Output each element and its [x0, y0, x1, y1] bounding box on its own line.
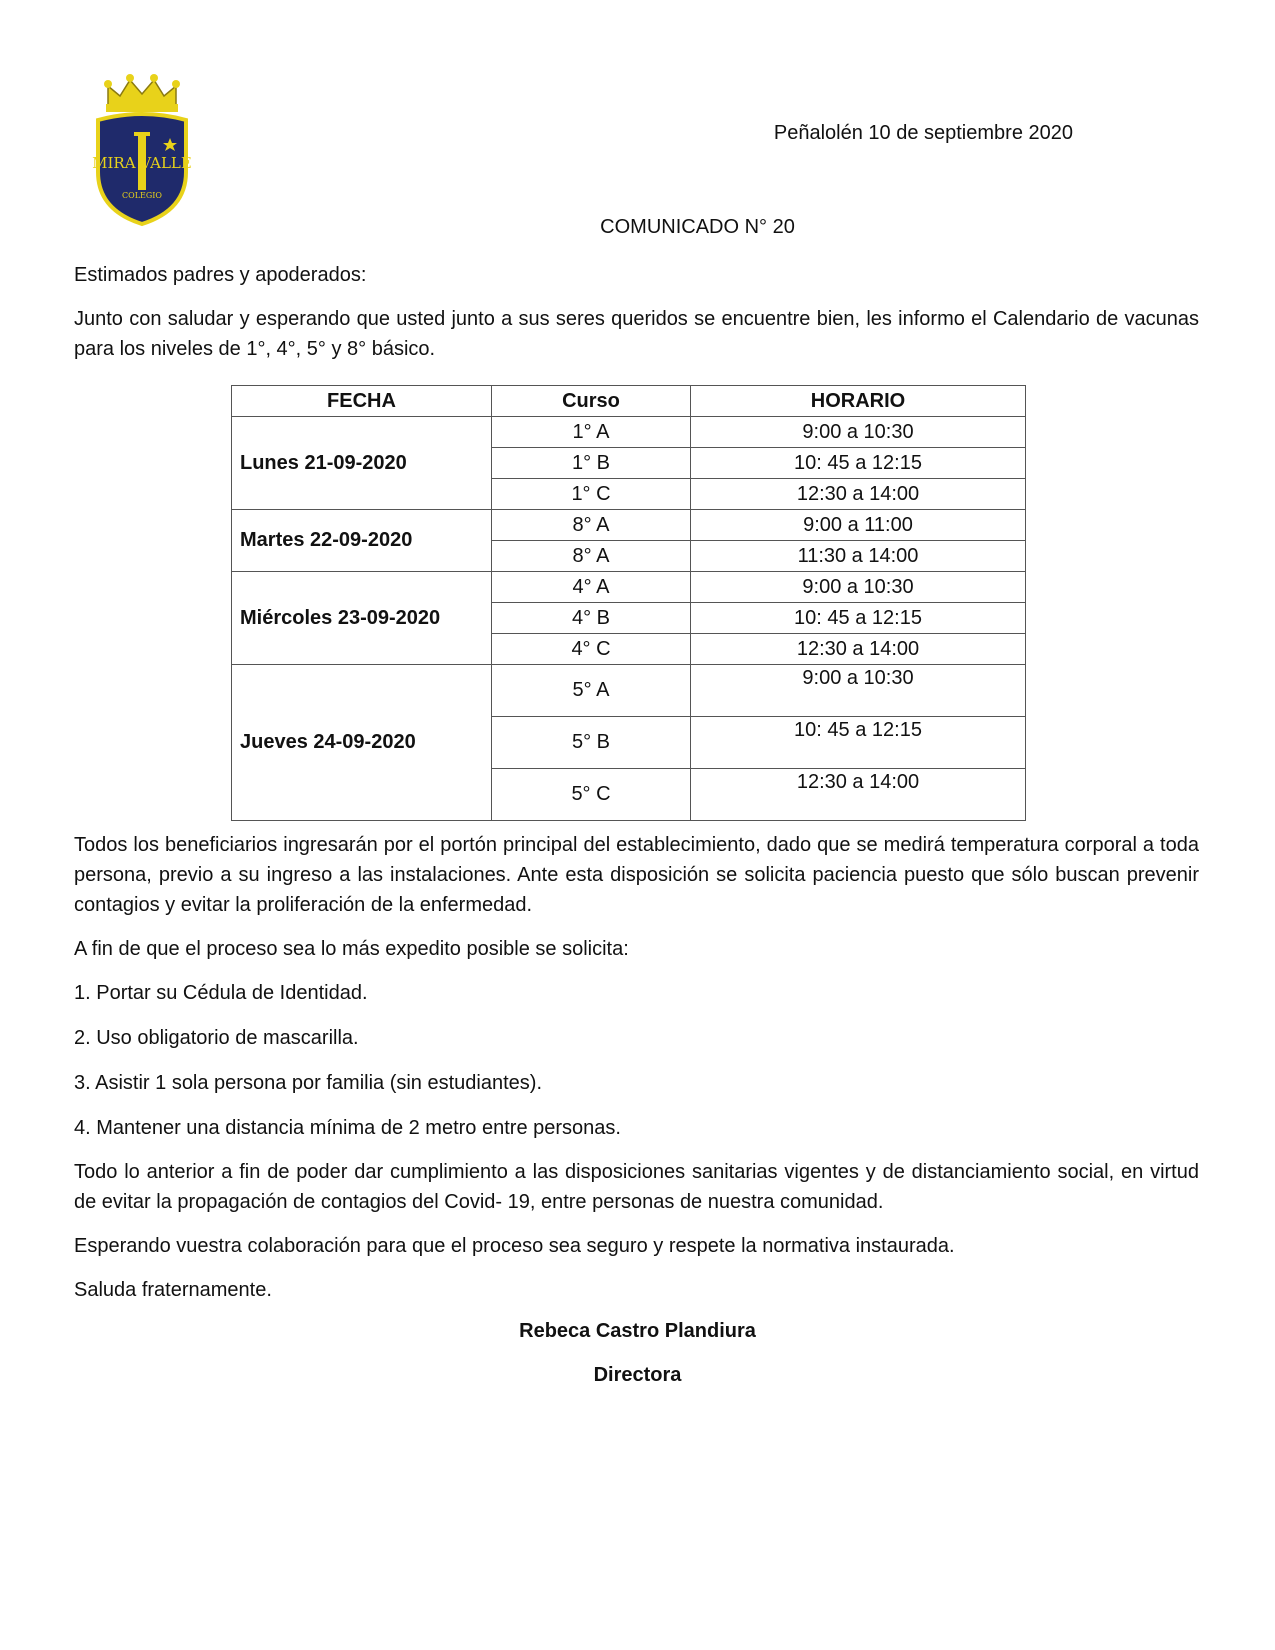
header-fecha: FECHA — [232, 386, 492, 417]
list-item: 2. Uso obligatorio de mascarilla. — [74, 1027, 359, 1049]
intro-paragraph: Junto con saludar y esperando que usted junto a sus seres queridos se encuentre bien, les informo el Calendario de vacunas para los niveles de 1°, 4°, 5° y 8° básico. — [74, 308, 1199, 360]
curso-cell: 1° C — [492, 479, 691, 510]
table-row — [232, 417, 1026, 448]
curso-cell: 1° B — [492, 448, 691, 479]
salutation: Estimados padres y apoderados: — [74, 264, 367, 286]
svg-text:MIRA VALLE: MIRA VALLE — [92, 154, 192, 172]
horario-cell: 12:30 a 14:00 — [691, 479, 1026, 510]
closing-line: Saluda fraternamente. — [74, 1279, 272, 1301]
school-crest-logo — [86, 72, 198, 232]
document-date: Peñalolén 10 de septiembre 2020 — [773, 122, 1073, 144]
horario-cell: 9:00 a 10:30 — [691, 417, 1026, 448]
curso-cell: 4° C — [492, 634, 691, 665]
horario-cell: 12:30 a 14:00 — [691, 769, 1026, 821]
horario-cell: 9:00 a 11:00 — [691, 510, 1026, 541]
curso-cell: 1° A — [492, 417, 691, 448]
list-item: 1. Portar su Cédula de Identidad. — [74, 982, 368, 1004]
signature-role: Directora — [593, 1364, 682, 1386]
table-row — [232, 510, 1026, 541]
signature-name: Rebeca Castro Plandiura — [519, 1320, 756, 1342]
horario-cell: 9:00 a 10:30 — [691, 572, 1026, 603]
list-item: 3. Asistir 1 sola persona por familia (sin estudiantes). — [74, 1072, 542, 1094]
table-row — [232, 572, 1026, 603]
crest-shield-icon — [86, 72, 198, 232]
horario-cell: 10: 45 a 12:15 — [691, 717, 1026, 769]
request-paragraph: A fin de que el proceso sea lo más expedito posible se solicita: — [74, 938, 629, 960]
date-cell: Miércoles 23-09-2020 — [232, 572, 492, 665]
vaccination-schedule-table — [231, 385, 1026, 821]
entry-paragraph: Todos los beneficiarios ingresarán por el portón principal del establecimiento, dado que se medirá temperatura corporal a toda persona, previo a su ingreso a las instalaciones. Ante esta disposición se solicita paciencia puesto que sólo buscan prevenir contagios y evitar la proliferación de la enfermedad. — [74, 834, 1199, 916]
horario-cell: 9:00 a 10:30 — [691, 665, 1026, 717]
curso-cell: 8° A — [492, 510, 691, 541]
table-row — [232, 665, 1026, 717]
cooperation-paragraph: Esperando vuestra colaboración para que el proceso sea seguro y respete la normativa instaurada. — [74, 1235, 955, 1257]
header-horario: HORARIO — [691, 386, 1026, 417]
horario-cell: 11:30 a 14:00 — [691, 541, 1026, 572]
date-cell: Lunes 21-09-2020 — [232, 417, 492, 510]
header-curso: Curso — [492, 386, 691, 417]
curso-cell: 4° A — [492, 572, 691, 603]
svg-text:COLEGIO: COLEGIO — [122, 191, 162, 200]
horario-cell: 10: 45 a 12:15 — [691, 603, 1026, 634]
list-item: 4. Mantener una distancia mínima de 2 metro entre personas. — [74, 1117, 621, 1139]
horario-cell: 10: 45 a 12:15 — [691, 448, 1026, 479]
curso-cell: 8° A — [492, 541, 691, 572]
curso-cell: 5° C — [492, 769, 691, 821]
compliance-paragraph: Todo lo anterior a fin de poder dar cumplimiento a las disposiciones sanitarias vigentes y de distanciamiento social, en virtud de evitar la propagación de contagios del Covid- 19, entre personas de nuestra comunidad. — [74, 1161, 1199, 1213]
table-header-row — [232, 386, 1026, 417]
curso-cell: 5° A — [492, 665, 691, 717]
horario-cell: 12:30 a 14:00 — [691, 634, 1026, 665]
curso-cell: 5° B — [492, 717, 691, 769]
curso-cell: 4° B — [492, 603, 691, 634]
document-title: COMUNICADO N° 20 — [600, 216, 795, 238]
date-cell: Jueves 24-09-2020 — [232, 665, 492, 821]
date-cell: Martes 22-09-2020 — [232, 510, 492, 572]
